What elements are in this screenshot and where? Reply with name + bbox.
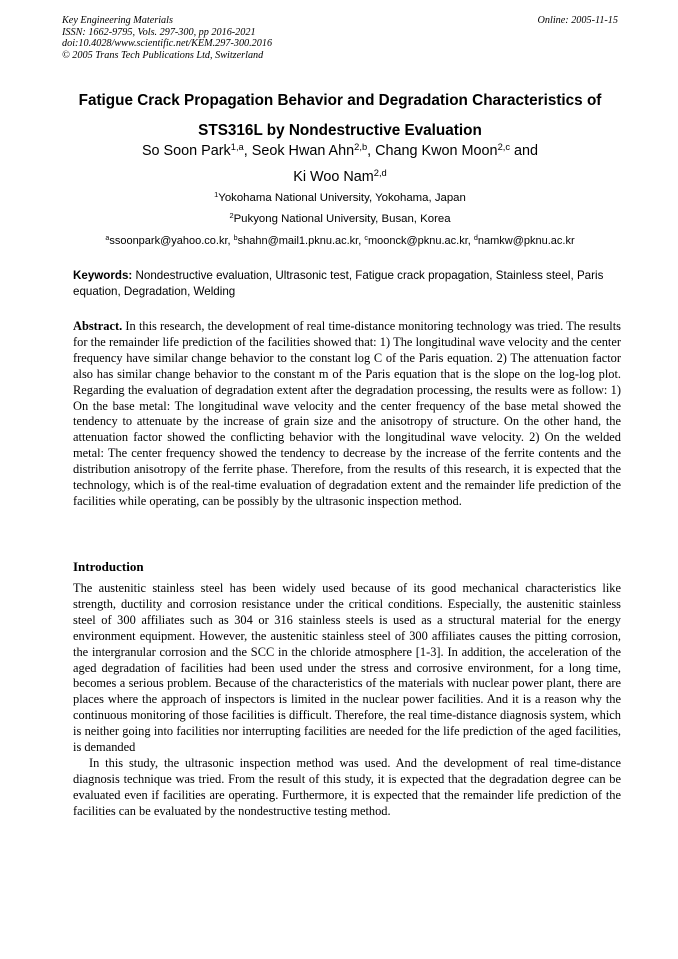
- keywords-label: Keywords:: [73, 269, 133, 282]
- affiliation-1: [62, 192, 618, 205]
- issn-line: ISSN: 1662-9795, Vols. 297-300, pp 2016-2021: [62, 26, 256, 38]
- affiliation-2-mark: 2: [229, 211, 234, 221]
- abstract-text: In this research, the development of real time-distance monitoring technology was tried. The results for the remainder life prediction of the facilities showed that: 1) The longitudinal wave velocity and the center frequency have similar change behavior to the constant log C of the Paris equation. 2) The attenuation factor also has similar change behavior to the constant m of the Paris equation that is the slope on the log-log plot. Regarding the evaluation of degradation extent after the degradation processing, the results were as follow: 1) On the base metal: The longitudinal wave velocity and the center frequency of the base metal showed the tendency to attenuate by the increase of grain size and the anisotropy of structure. On the other hand, the attenuation factor showed the conflicting behavior with the longitudinal wave velocity. 2) On the welded metal: The center frequency showed the tendency to decrease by the increase of the ferrite contents and the distribution anisotropy of the ferrite phase. Therefore, from the results of this research, it is expected that the technology, which is of the real-time evaluation of degradation extent and the remainder life prediction of the facilities while operating, can be possibly by the ultrasonic inspection method.: [73, 319, 621, 508]
- keywords-block: [73, 268, 621, 299]
- email-2-mark: b: [233, 234, 238, 243]
- author-4-affil: 2,d: [373, 168, 387, 179]
- introduction-body: [73, 581, 621, 820]
- author-3-affil: 2,c: [497, 142, 511, 153]
- keywords-text: Nondestructive evaluation, Ultrasonic test, Fatigue crack propagation, Stainless steel, Paris equation, Degradation, Welding: [73, 269, 604, 298]
- author-1-affil: 1,a: [230, 142, 244, 153]
- email-2: shahn@mail1.pknu.ac.kr,: [237, 235, 362, 247]
- author-2: Seok Hwan Ahn: [251, 143, 355, 159]
- copyright-line: © 2005 Trans Tech Publications Ltd, Switzerland: [62, 49, 264, 61]
- email-4-mark: d: [473, 234, 478, 243]
- email-3: moonck@pknu.ac.kr,: [367, 235, 471, 247]
- affiliation-1-text: Yokohama National University, Yokohama, Japan: [218, 192, 466, 204]
- introduction-paragraph-2: In this study, the ultrasonic inspection method was used. And the development of real time-distance diagnosis technique was tried. From the result of this study, it is expected that the degradation degree can be evaluated even if facilities are operating. Furthermore, it is expected that the remainder life prediction of the facilities can be evaluated by the nondestructive testing method.: [73, 755, 621, 818]
- email-4: namkw@pknu.ac.kr: [477, 235, 575, 247]
- author-list: So Soon Park$^{1,a}$, Seok Hwan Ahn$^{2,b}$, Chang Kwon Moon$^{2,c}$ and Ki Woo Nam$^{2,d}$: [141, 142, 539, 185]
- paper-title: [62, 86, 618, 146]
- introduction-paragraph-1: The austenitic stainless steel has been widely used because of its good mechanical characteristics like strength, ductility and corrosion resistance under the critical conditions. Especially, the austenitic stainless steel of 300 affiliates such as 304 or 316 stainless steels is used as a structural material for the energy environment equipment. However, the austenitic stainless steel of 300 affiliates causes the pitting corrosion, the intergranular corrosion and the SCC in the chloride atmosphere [1-3]. In addition, the acceleration of the aged degradation of facilities had been used under the stress and corrosive environment, for a long time, becomes a serious problem. Because of the characteristics of the materials with nuclear power plant, there are places where the approach of inspectors is limited in the nuclear power facilities. And it is a reason why the continuous monitoring of those facilities is difficult. Therefore, the real time-distance diagnosis system, which is neither going into facilities nor interrupting facilities are needed for the life prediction of the aged facilities, is demanded: [73, 581, 621, 755]
- journal-header: [62, 15, 618, 61]
- doi-line: doi:10.4028/www.scientific.net/KEM.297-300.2016: [62, 38, 273, 49]
- affiliation-2-text: Pukyong National University, Busan, Korea: [233, 213, 451, 225]
- email-line: [62, 235, 618, 249]
- author-3: Chang Kwon Moon: [375, 143, 498, 159]
- author-and: and: [514, 143, 539, 159]
- author-2-affil: 2,b: [354, 142, 368, 153]
- abstract-block: [73, 319, 621, 510]
- online-date: Online: 2005-11-15: [537, 15, 618, 26]
- abstract-label: Abstract.: [73, 319, 123, 333]
- author-1: So Soon Park: [141, 143, 231, 159]
- journal-name: Key Engineering Materials: [62, 15, 173, 26]
- email-1: ssoonpark@yahoo.co.kr,: [109, 235, 231, 247]
- affiliation-1-mark: 1: [214, 190, 219, 200]
- title-line-2: STS316L by Nondestructive Evaluation: [198, 122, 482, 139]
- introduction-heading: Introduction: [73, 559, 144, 574]
- title-line-1: Fatigue Crack Propagation Behavior and Degradation Characteristics of: [78, 92, 602, 109]
- email-3-mark: c: [364, 234, 368, 243]
- affiliation-2: [62, 213, 618, 226]
- author-4: Ki Woo Nam: [293, 169, 374, 185]
- email-1-mark: a: [105, 234, 110, 243]
